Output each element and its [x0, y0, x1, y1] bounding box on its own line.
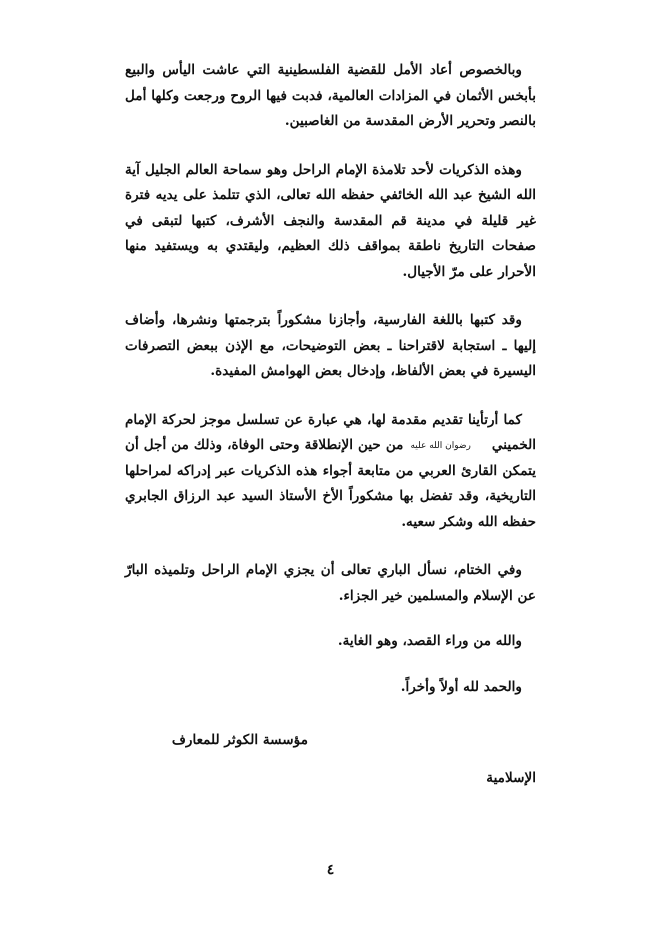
- paragraph-4: [125, 408, 536, 536]
- paragraph-5: وفي الختام، نسأل الباري تعالى أن يجزي الإمام الراحل وتلميذه البارّ عن الإسلام والمسلمين خير الجزاء.: [125, 562, 536, 604]
- paragraph-1: وبالخصوص أعاد الأمل للقضية الفلسطينية التي عاشت اليأس والبيع بأبخس الأثمان في المزادات العالمية، فدبت فيها الروح ورجعت وكلها أمل بالنصر وتحرير الأرض المقدسة من الغاصبين.: [125, 62, 536, 129]
- body-text: [125, 58, 536, 791]
- signature-org-line-2: الإسلامية: [486, 769, 536, 786]
- closing-line-2: والحمد لله أولاً وأخراً.: [400, 678, 522, 695]
- page-number: ٤: [326, 862, 335, 878]
- paragraph-4-part-2: من حين الإنطلاقة وحتى الوفاة، وذلك من أجل أن يتمكن القارئ العربي من متابعة أجواء هذه الذكريات عبر إدراكه لمراحلها التاريخية، وقد تفضل بها مشكوراً الأخ الأستاذ السيد عبد الرزاق الجابري حفظه الله وشكر سعيه.: [125, 437, 536, 530]
- paragraph-4-part-1: كما أرتأينا تقديم مقدمة لها، هي عبارة عن تسلسل موجز لحركة الإمام الخميني: [125, 411, 537, 453]
- paragraph-2: وهذه الذكريات لأحد تلامذة الإمام الراحل وهو سماحة العالم الجليل آية الله الشيخ عبد الله الخائفي حفظه الله تعالى، الذي تتلمذ على يديه فترة غير قليلة في مدينة قم المقدسة والنجف الأشرف، كتبها لتبقى في صفحات التاريخ ناطقة بمواقف ذلك العظيم، وليقتدي به ويستفيد منها الأحرار على مرّ الأجيال.: [125, 161, 536, 280]
- closing-line-1: والله من وراء القصد، وهو الغاية.: [337, 633, 522, 649]
- honorific-seal-icon: رضوان الله عليه: [410, 440, 471, 451]
- paragraph-3: وقد كتبها باللغة الفارسية، وأجازنا مشكوراً بترجمتها ونشرها، وأضاف إليها ـ استجابة لاقتراحنا ـ بعض التوضيحات، مع الإذن ببعض التصرفات اليسيرة في بعض الألفاظ، وإدخال بعض الهوامش المفيدة.: [125, 312, 536, 379]
- signature-org-line-1: مؤسسة الكوثر للمعارف: [171, 732, 308, 748]
